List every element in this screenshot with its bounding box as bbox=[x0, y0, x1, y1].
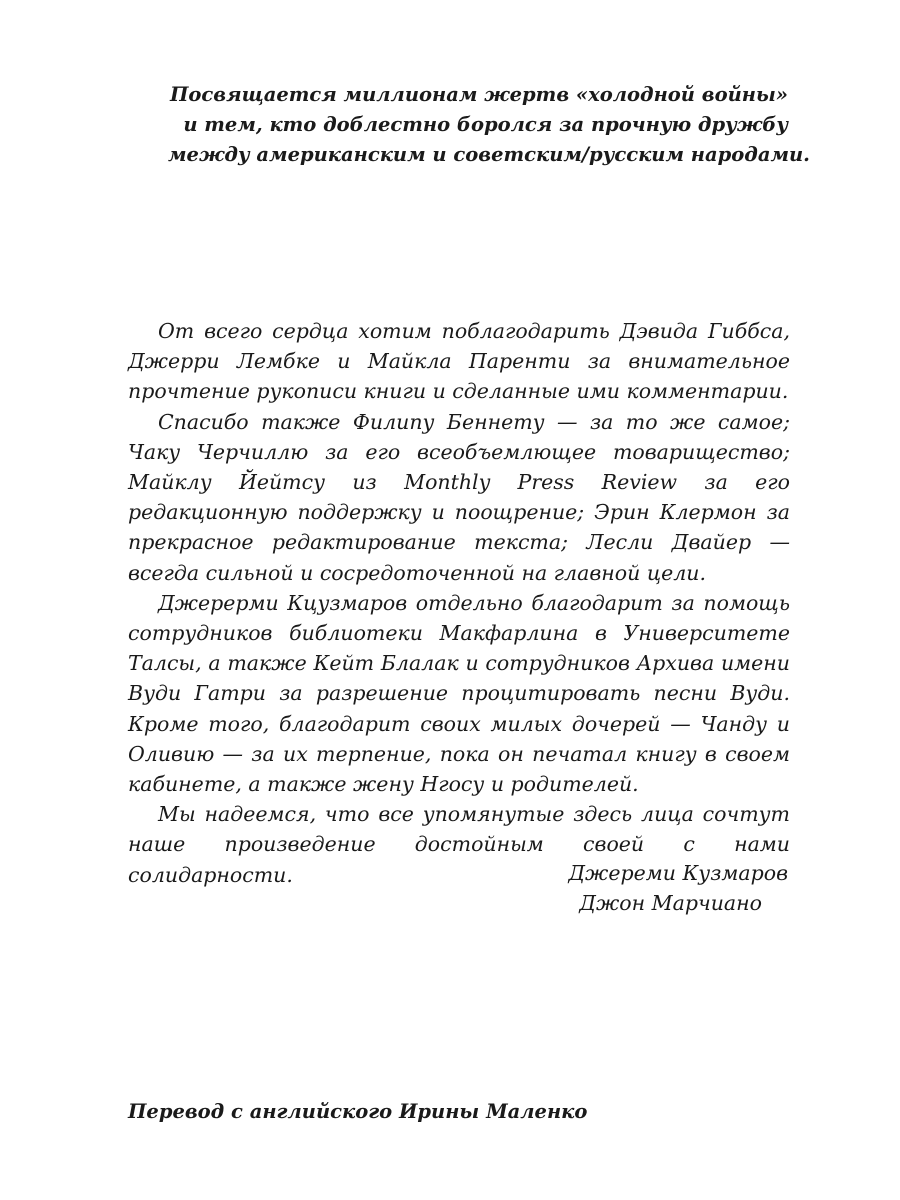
acknowledgements bbox=[128, 316, 790, 890]
signatures bbox=[388, 858, 788, 918]
signature-author: Джереми Кузмаров bbox=[568, 861, 788, 885]
dedication bbox=[168, 80, 810, 170]
translation-credit: Перевод с английского Ирины Маленко bbox=[128, 1100, 588, 1123]
acknowledgement-paragraph: Джерерми Кцузмаров отдельно благодарит за помощь сотрудников библиотеки Макфарлина в Университете Талсы, а также Кейт Блалак и сотрудников Архива имени Вуди Гатри за разрешение процитировать песни Вуди. Кроме того, благодарит своих милых дочерей — Чанду и Оливию — за их терпение, пока он печатал книгу в своем кабинете, а также жену Нгосу и родителей. bbox=[128, 590, 790, 797]
dedication-line: между американским и советским/русским народами. bbox=[168, 143, 810, 166]
dedication-line: и тем, кто доблестно боролся за прочную дружбу bbox=[183, 113, 788, 136]
acknowledgement-paragraph: От всего сердца хотим поблагодарить Дэвида Гиббса, Джерри Лембке и Майкла Паренти за внимательное прочтение рукописи книги и сделанные ими комментарии. bbox=[128, 319, 790, 404]
acknowledgement-paragraph: Мы надеемся, что все упомянутые здесь лица сочтут наше произведение достойным своей с нами солидарности. bbox=[128, 802, 790, 887]
acknowledgement-paragraph: Спасибо также Филипу Беннету — за то же самое; Чаку Черчиллю за его всеобъемлющее товарищество; Майклу Йейтсу из Monthly Press Review за его редакционную поддержку и поощрение; Эрин Клермон за прекрасное редактирование текста; Лесли Двайер — всегда сильной и сосредоточенной на главной цели. bbox=[128, 409, 790, 585]
signature-author: Джон Марчиано bbox=[579, 891, 762, 916]
dedication-line: Посвящается миллионам жертв «холодной войны» bbox=[169, 83, 788, 106]
